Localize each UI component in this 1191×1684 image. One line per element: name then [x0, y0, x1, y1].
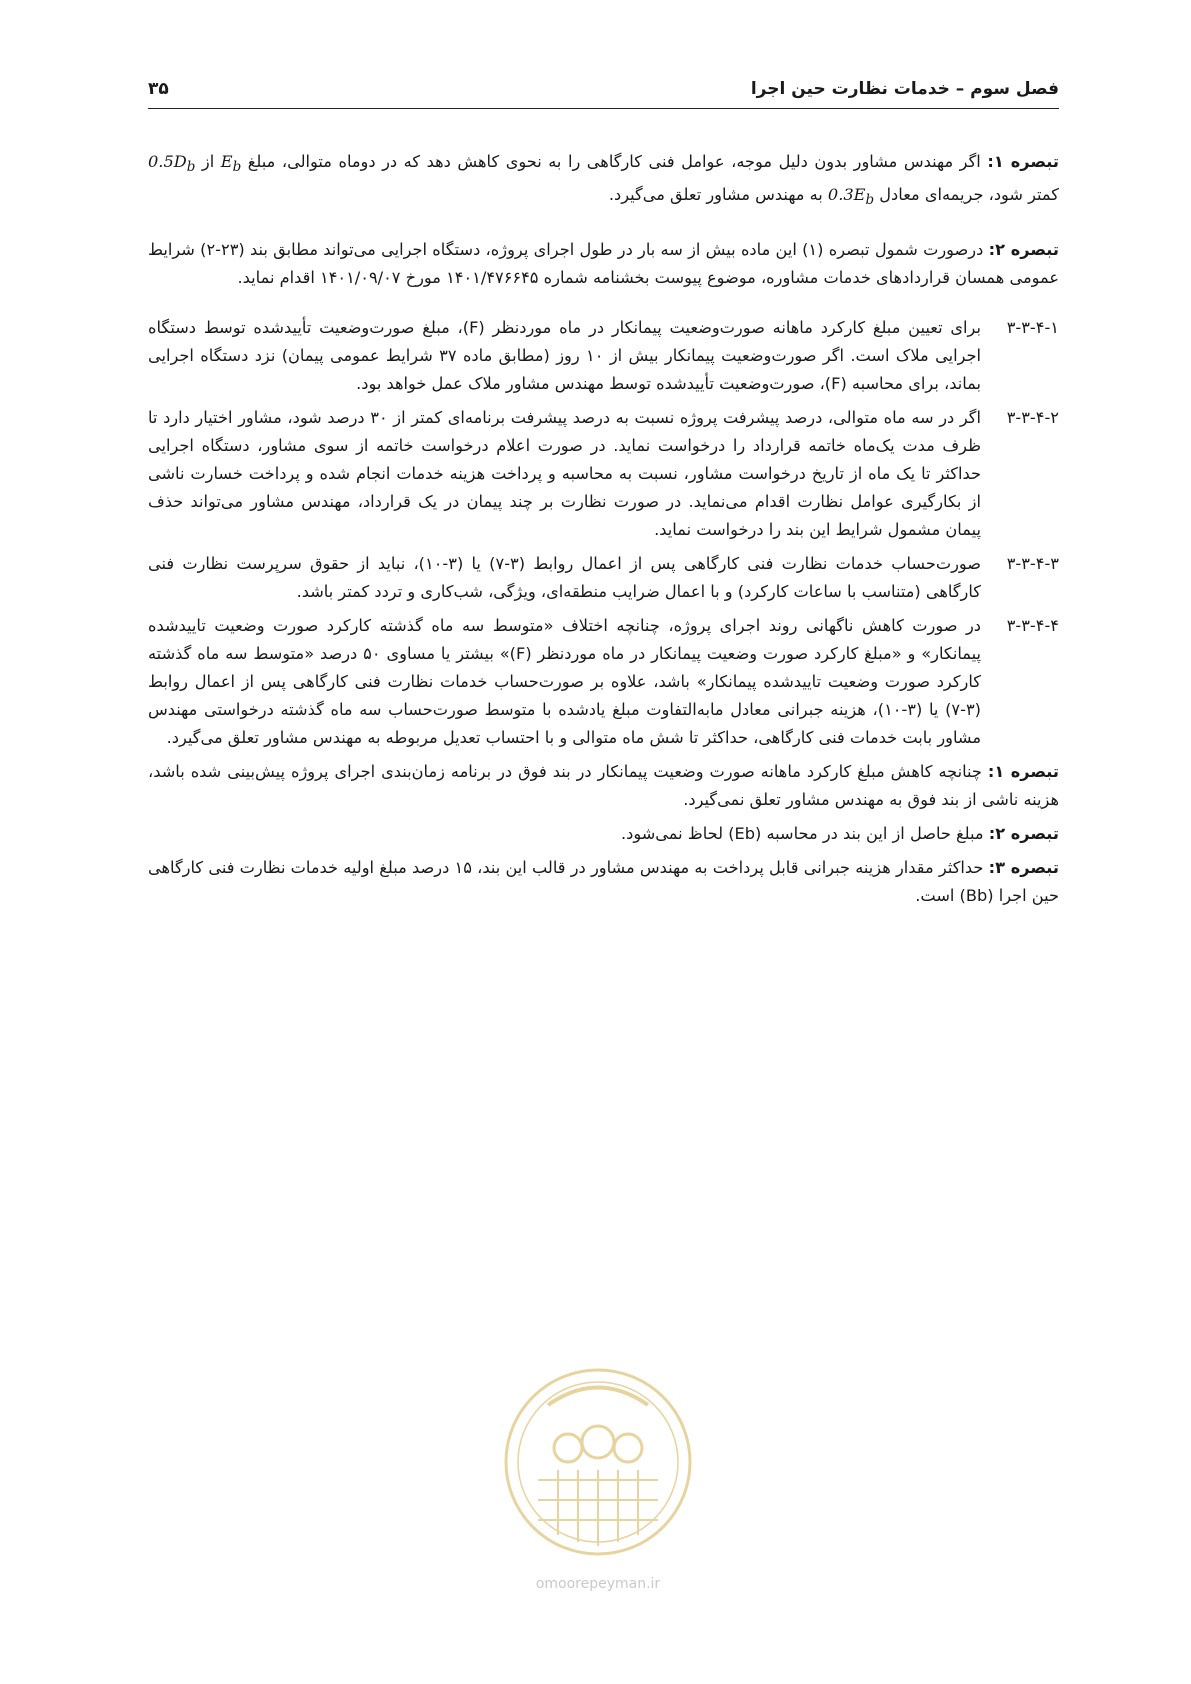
item-number: ۳-۳-۴-۱: [1006, 318, 1059, 338]
note-1-text-b: از: [195, 152, 221, 171]
item-text: برای تعیین مبلغ کارکرد ماهانه صورت‌وضعیت پیمانکار در ماه موردنظر (F)، مبلغ صورت‌وضعیت تأییدشده توسط دستگاه اجرایی ملاک است. اگر صورت‌وضعیت پیمانکار بیش از ۱۰ روز (مطابق ماده ۳۷ شرایط عمومی پیمان) نزد دستگاه اجرایی بماند، برای محاسبه (F)، صورت‌وضعیت تأییدشده توسط مهندس مشاور ملاک عمل خواهد بود.: [148, 318, 982, 394]
chapter-title: فصل سوم – خدمات نظارت حین اجرا: [750, 79, 1059, 99]
watermark-url: omoorepeyman.ir: [535, 1576, 661, 1592]
list-item: [148, 612, 1059, 752]
note-2-text: درصورت شمول تبصره (۱) این ماده بیش از سه بار در طول اجرای پروژه، دستگاه اجرایی می‌تواند مطابق بند (۲۳-۲) شرایط عمومی همسان قراردادهای خدمات مشاوره، موضوع پیوست بخشنامه شماره ۱۴۰۱/۴۷۶۶۴۵ مورخ ۱۴۰۱/۰۹/۰۷ اقدام نماید.: [148, 240, 1059, 288]
list-item: [148, 314, 1059, 398]
subnote-3: [148, 854, 1059, 910]
note-2: [148, 236, 1059, 292]
note-1-math-db: $0.5D_b$: [148, 152, 196, 176]
subnote-3-text: حداکثر مقدار هزینه جبرانی قابل پرداخت به مهندس مشاور در قالب این بند، ۱۵ درصد مبلغ اولیه خدمات نظارت فنی کارگاهی حین اجرا (Bb) است.: [148, 858, 1059, 906]
note-1: [148, 148, 1059, 214]
note-1-text-a: اگر مهندس مشاور بدون دلیل موجه، عوامل فنی کارگاهی را به نحوی کاهش دهد که در دوماه متوالی، مبلغ: [241, 152, 988, 171]
list-item: [148, 404, 1059, 544]
note-1-math-eb: $E_b$: [220, 152, 242, 176]
note-1-text-d: به مهندس مشاور تعلق می‌گیرد.: [608, 185, 828, 205]
note-1-math-03eb: $0.3E_b$: [827, 185, 875, 209]
page-number: ۳۵: [148, 79, 169, 99]
item-text: صورت‌حساب خدمات نظارت فنی کارگاهی پس از اعمال روابط (۳-۷) یا (۳-۱۰)، نباید از حقوق سرپرست نظارت فنی کارگاهی (متناسب با ساعات کارکرد) و با اعمال ضرایب منطقه‌ای، ویژگی، شب‌کاری و تردد کمتر باشد.: [148, 554, 981, 602]
subnote-2-label: تبصره ۲:: [988, 824, 1059, 844]
watermark: [478, 1350, 718, 1620]
list-item: [148, 550, 1059, 606]
note-1-label: تبصره ۱:: [987, 152, 1059, 171]
subnote-3-label: تبصره ۳:: [988, 858, 1059, 878]
subnote-2: [258, 820, 1059, 848]
item-text: اگر در سه ماه متوالی، درصد پیشرفت پروژه نسبت به درصد پیشرفت برنامه‌ای کمتر از ۳۰ درصد شود، مشاور اختیار دارد تا ظرف مدت یک‌ماه خاتمه قرارداد را درخواست نماید. در صورت اعلام درخواست خاتمه از سوی مشاور، دستگاه اجرایی حداکثر تا یک ماه از تاریخ درخواست مشاور، نسبت به محاسبه و پرداخت هزینه خدمات انجام شده و پرداخت خسارت ناشی از بکارگیری عوامل نظارت اقدام می‌نماید. در صورت نظارت بر چند پیمان در یک قرارداد، مهندس مشاور می‌تواند حذف پیمان مشمول شرایط این بند را درخواست نماید.: [148, 408, 981, 540]
subnote-1-label: تبصره ۱:: [987, 762, 1059, 782]
seal-logo-icon: [478, 1350, 718, 1570]
item-number: ۳-۳-۴-۴: [1006, 616, 1059, 636]
subnote-2-text: مبلغ حاصل از این بند در محاسبه (Eb) لحاظ نمی‌شود.: [620, 824, 989, 844]
page-header: [148, 70, 1059, 109]
item-number: ۳-۳-۴-۳: [1006, 554, 1059, 574]
note-2-label: تبصره ۲:: [988, 240, 1059, 260]
note-1-text-c: کمتر شود، جریمه‌ای معادل: [874, 185, 1059, 205]
item-text: در صورت کاهش ناگهانی روند اجرای پروژه، چنانچه اختلاف «متوسط سه ماه گذشته کارکرد صورت وضعیت تاییدشده پیمانکار» و «مبلغ کارکرد صورت وضعیت پیمانکار در ماه موردنظر (F)» بیشتر یا مساوی ۵۰ درصد «متوسط سه ماه گذشته کارکرد صورت وضعیت تاییدشده پیمانکار» باشد، علاوه بر صورت‌حساب خدمات نظارت فنی کارگاهی پس از اعمال روابط (۳-۷) یا (۳-۱۰)، هزینه جبرانی معادل مابه‌التفاوت مبلغ یادشده با متوسط صورت‌حساب سه ماه گذشته درخواستی مهندس مشاور بابت خدمات فنی کارگاهی، حداکثر تا شش ماه متوالی و با احتساب تعدیل مربوطه به مهندس مشاور تعلق می‌گیرد.: [148, 616, 982, 748]
subnote-1-text: چنانچه کاهش مبلغ کارکرد ماهانه صورت وضعیت پیمانکار در بند فوق در برنامه زمان‌بندی اجرای پروژه پیش‌بینی شده باشد، هزینه ناشی از بند فوق به مهندس مشاور تعلق نمی‌گیرد.: [148, 762, 1059, 810]
subnote-1: [148, 758, 1059, 814]
page-content: [148, 148, 1059, 916]
item-number: ۳-۳-۴-۲: [1006, 408, 1059, 428]
